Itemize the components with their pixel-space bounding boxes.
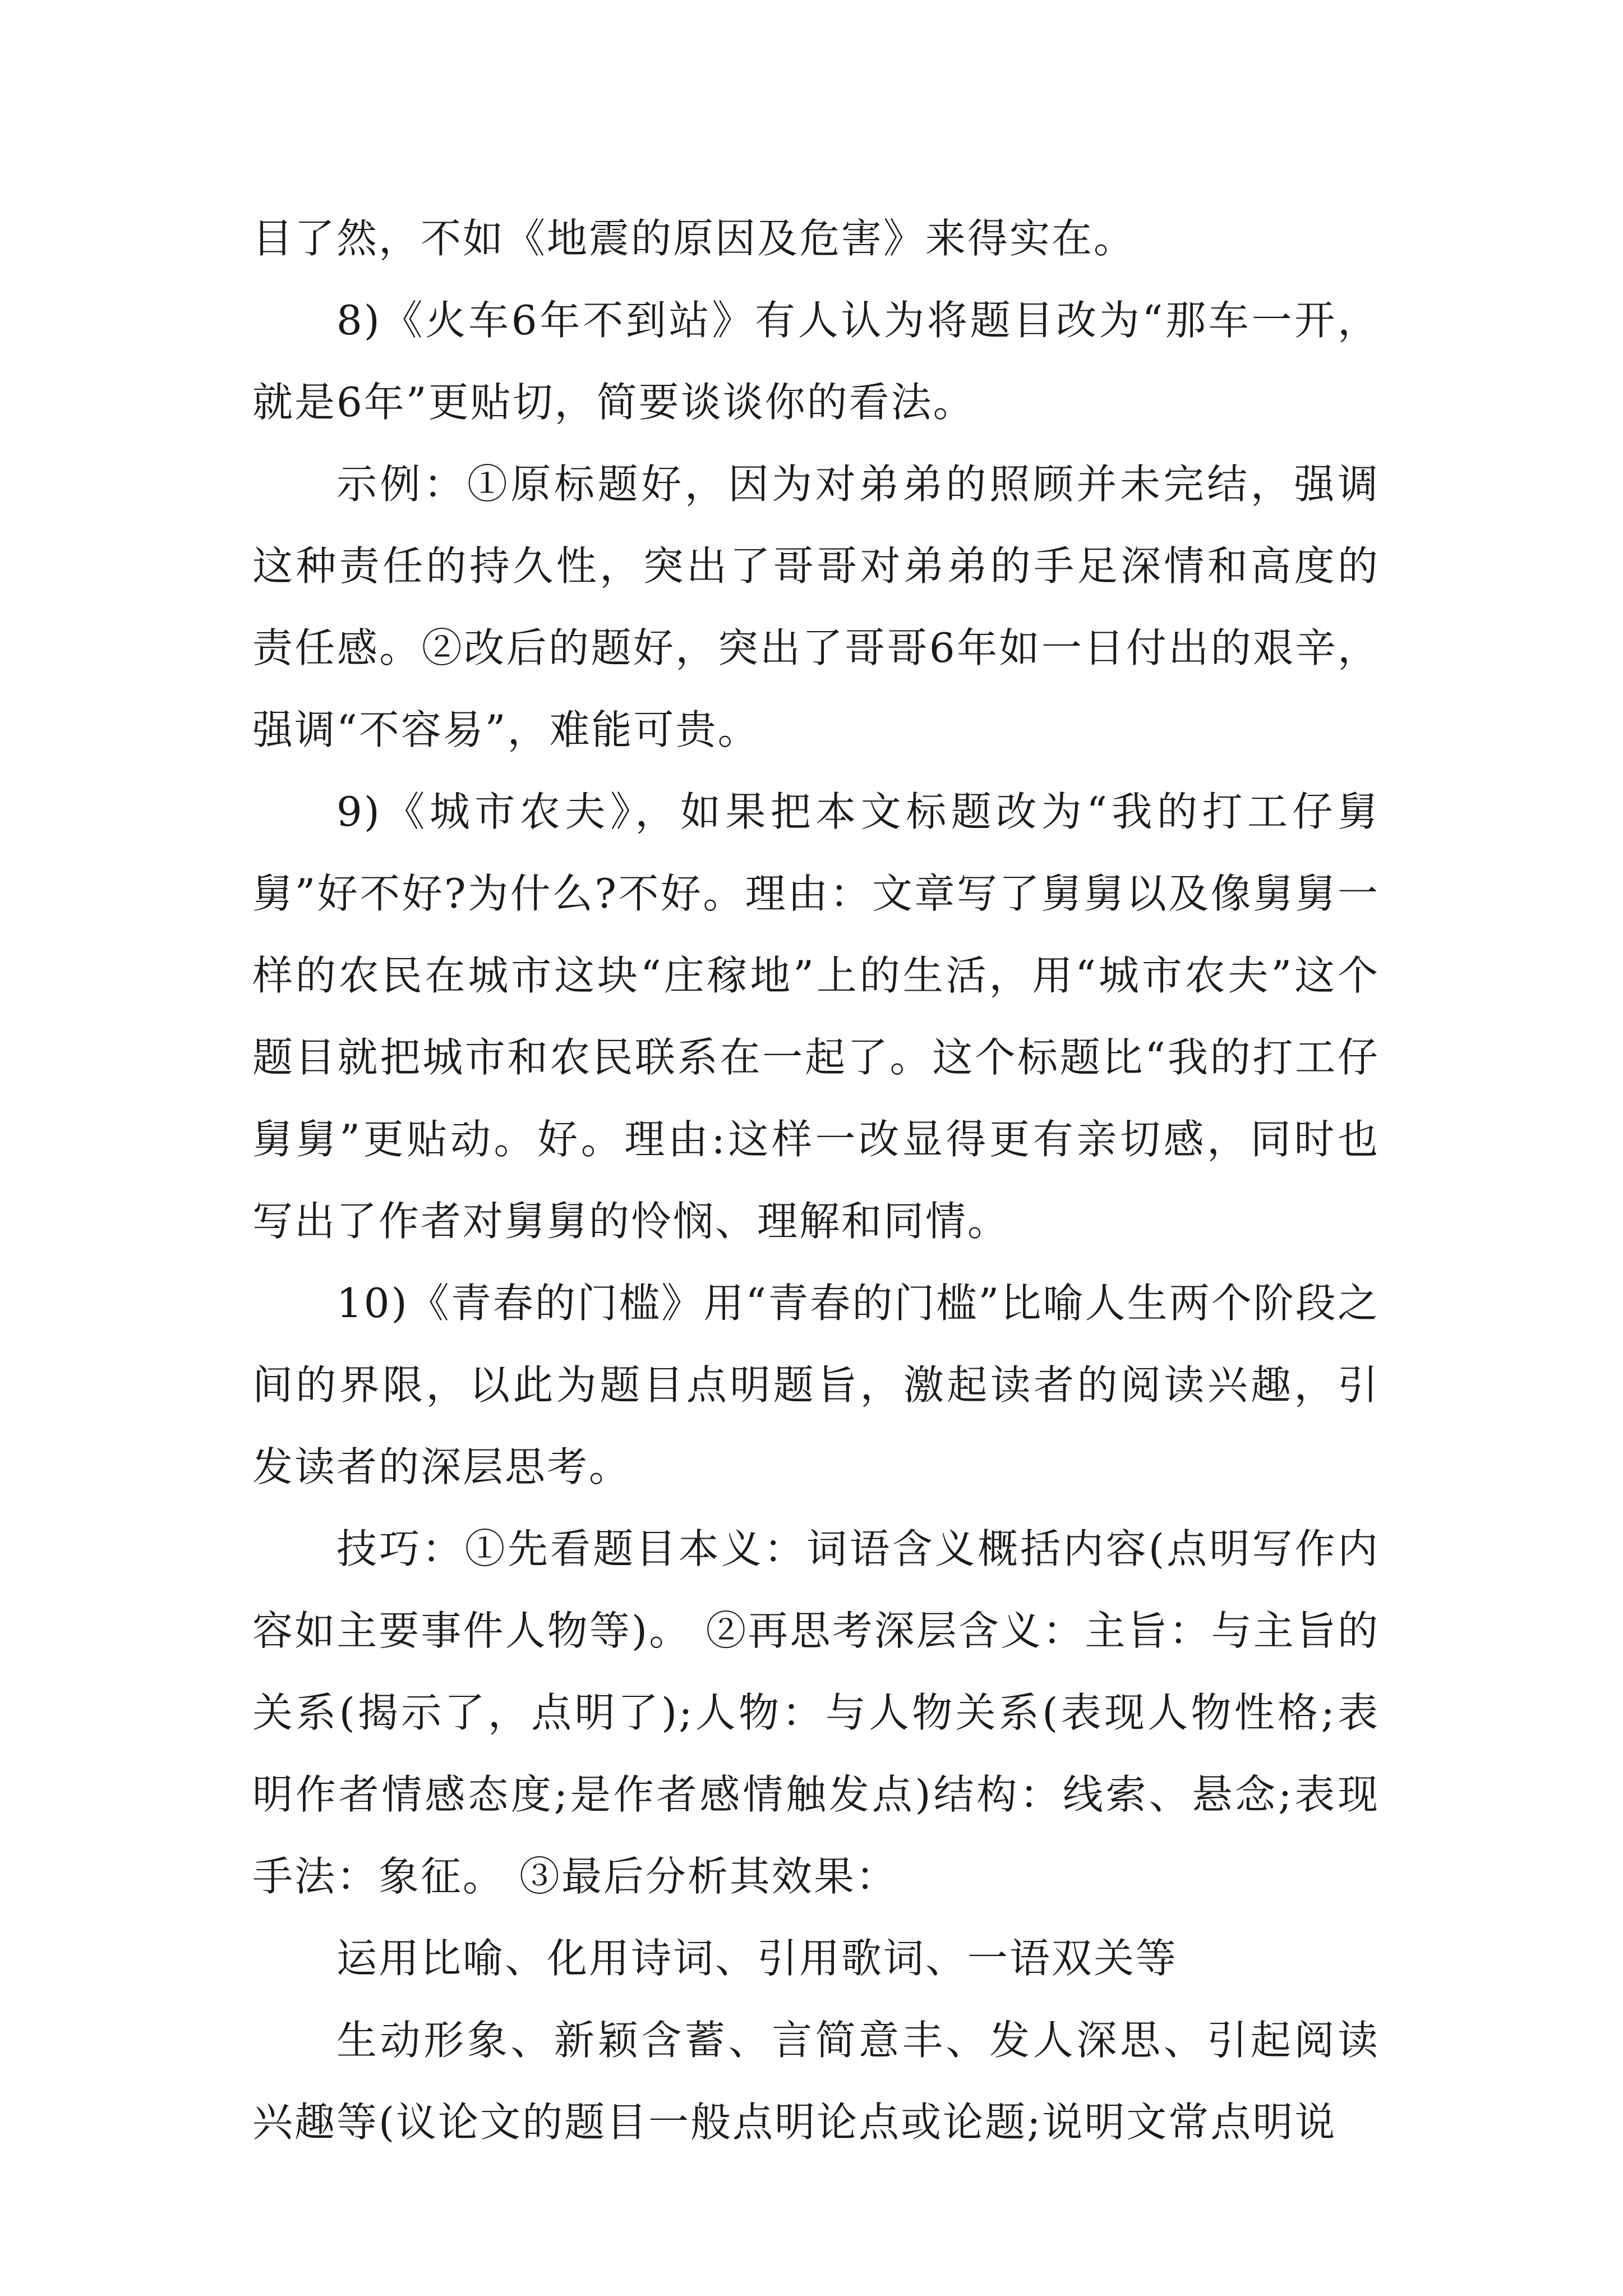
paragraph-question-8: 8)《火车6年不到站》有人认为将题目改为“那车一开，就是6年”更贴切，简要谈谈你的看法。 <box>252 297 1380 426</box>
paragraph-effects: 生动形象、新颖含蓄、言简意丰、发人深思、引起阅读兴趣等(议论文的题目一般点明论点或论题;说明文常点明说 <box>252 2017 1380 2146</box>
paragraph-question-10: 10)《青春的门槛》用“青春的门槛”比喻人生两个阶段之间的界限，以此为题目点明题旨，激起读者的阅读兴趣，引发读者的深层思考。 <box>252 1280 1380 1490</box>
paragraph-methods: 运用比喻、化用诗词、引用歌词、一语双关等 <box>336 1935 1178 1982</box>
paragraph-example: 示例：①原标题好，因为对弟弟的照顾并未完结，强调这种责任的持久性，突出了哥哥对弟弟的手足深情和高度的责任感。②改后的题好，突出了哥哥6年如一日付出的艰辛，强调“不容易”，难能可贵。 <box>252 461 1380 753</box>
paragraph-question-9: 9)《城市农夫》，如果把本文标题改为“我的打工仔舅舅”好不好?为什么?不好。理由：文章写了舅舅以及像舅舅一样的农民在城市这块“庄稼地”上的生活，用“城市农夫”这个题目就把城市和农民联系在一起了。这个标题比“我的打工仔舅舅”更贴动。好。理由:这样一改显得更有亲切感，同时也写出了作者对舅舅的怜悯、理解和同情。 <box>252 788 1380 1245</box>
document-page <box>252 197 1380 2163</box>
paragraph-continuation: 目了然，不如《地震的原因及危害》来得实在。 <box>252 215 1136 262</box>
paragraph-technique: 技巧：①先看题目本义：词语含义概括内容(点明写作内容如主要事件人物等)。 ②再思考深层含义：主旨：与主旨的关系(揭示了，点明了);人物：与人物关系(表现人物性格;表明作者情感态度;是作者感情触发点)结构：线索、悬念;表现手法：象征。 ③最后分析其效果： <box>252 1525 1380 1900</box>
